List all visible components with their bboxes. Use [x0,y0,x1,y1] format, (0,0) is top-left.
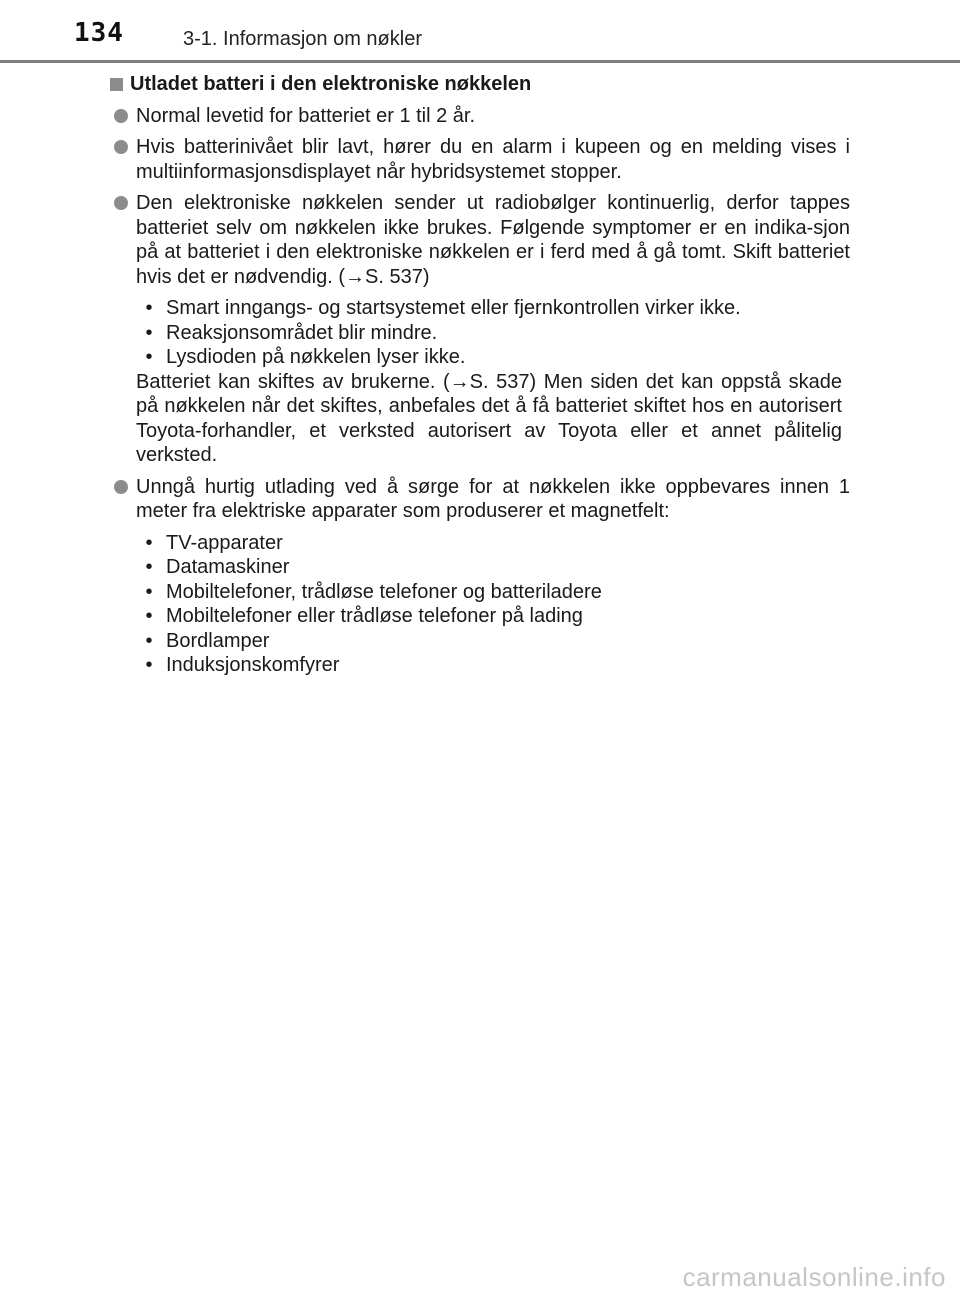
page-header [0,0,960,64]
list-item-text: Mobiltelefoner eller trådløse telefoner på lading [166,605,583,627]
bullet-text: Unngå hurtig utlading ved å sørge for at nøkkelen ikke oppbevares innen 1 meter fra elektriske apparater som produserer et magnetfelt: [136,475,850,522]
list-item-text: Mobiltelefoner, trådløse telefoner og batteriladere [166,580,602,603]
dot-bullet-icon: • [145,580,153,603]
list-item-text: TV-apparater [166,531,283,554]
bullet-text: Den elektroniske nøkkelen sender ut radiobølger kontinuerlig, derfor tappes batteriet selv om nøkkelen ikke brukes. Følgende symptomer er en indika-sjon på at batteriet i den elektroniske nøkkelen er i ferd med å gå tomt. Skift batteriet hvis det er nødvendig. ( [136,192,850,288]
chapter-title: 3-1. Informasjon om nøkler [183,28,422,50]
list-item [136,296,842,321]
list-item-text: Datamaskiner [166,556,290,578]
header-rule [0,60,960,63]
list-item [136,580,850,605]
list-item-text: Lysdioden på nøkkelen lyser ikke. [166,346,466,368]
list-item [136,345,842,370]
device-list [110,531,850,678]
dot-bullet-icon: • [145,321,153,344]
dot-bullet-icon: • [145,605,153,627]
list-item-text: Reaksjonsområdet blir mindre. [166,321,438,344]
dot-bullet-icon: • [145,629,153,652]
section-heading [110,72,850,97]
section-heading-text: Utladet batteri i den elektroniske nøkkelen [130,73,532,95]
circle-bullet-icon [114,109,128,123]
list-item [136,653,850,678]
footer-watermark: carmanualsonline.info [682,1262,946,1292]
list-item [136,629,850,654]
circle-bullet-icon [114,196,128,210]
dot-bullet-icon: • [145,346,153,368]
list-item-text: Bordlamper [166,629,270,652]
page-number: 134 [74,18,124,48]
bullet-item [110,135,850,184]
circle-bullet-icon [114,480,128,494]
list-item [136,604,850,629]
circle-bullet-icon [114,140,128,154]
bullet-item [110,191,850,289]
list-item [136,555,850,580]
bullet-text: Normal levetid for batteriet er 1 til 2 år. [136,104,476,127]
page-content [110,72,850,685]
list-item-text: Induksjonskomfyrer [166,654,340,676]
bullet-text: Hvis batterinivået blir lavt, hører du en alarm i kupeen og en melding vises i multiinformasjonsdisplayet når hybridsystemet stopper. [136,136,850,183]
battery-note: Batteriet kan skiftes av brukerne. (→S. 537) Men siden det kan oppstå skade på nøkkelen når det skiftes, anbefales det å få batteriet skiftet hos en autorisert Toyota-forhandler, et verksted autorisert av Toyota eller et annet pålitelig verksted. [136,370,842,466]
square-bullet-icon [110,78,123,91]
symptom-list [110,296,842,468]
dot-bullet-icon: • [145,556,153,578]
list-item-text: Smart inngangs- og startsystemet eller fjernkontrollen virker ikke. [166,297,741,319]
bullet-item [110,475,850,524]
list-item [136,531,850,556]
dot-bullet-icon: • [145,654,153,676]
dot-bullet-icon: • [145,531,153,554]
list-item [136,321,842,346]
bullet-item [110,104,850,129]
dot-bullet-icon: • [145,297,153,319]
page-reference: →S. 537) [345,265,430,288]
